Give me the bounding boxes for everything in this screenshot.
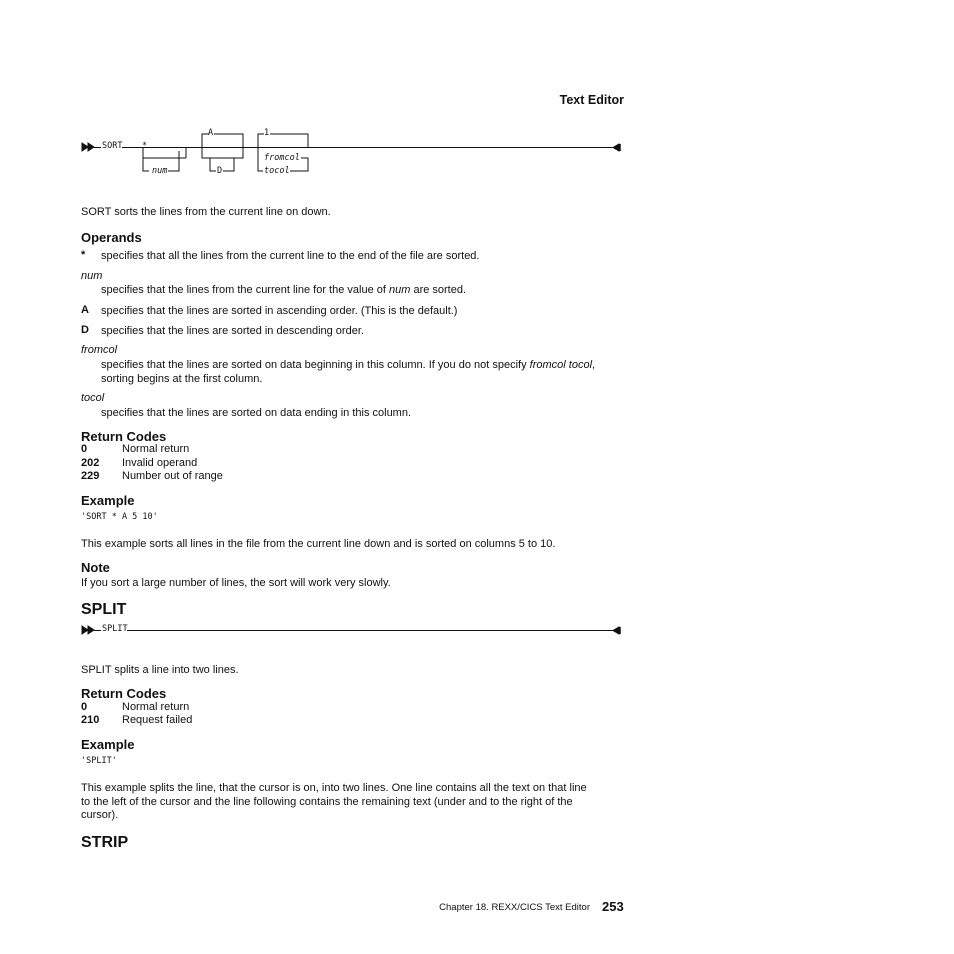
split-rc-code: 0	[81, 701, 88, 713]
sort-intro: SORT sorts the lines from the current line on down.	[81, 206, 331, 218]
sort-example-code: 'SORT * A 5 10'	[81, 512, 158, 522]
operand-a-term: A	[81, 304, 89, 316]
sort-rc-code: 0	[81, 443, 88, 455]
sort-rc-text: Number out of range	[122, 470, 223, 482]
split-intro: SPLIT splits a line into two lines.	[81, 664, 239, 676]
sort-note-heading: Note	[81, 560, 110, 575]
operands-heading: Operands	[81, 230, 142, 245]
split-example-text-line1: This example splits the line, that the cursor is on, into two lines. One line contains all the text on that line	[81, 782, 587, 794]
split-example-text-line2: to the left of the cursor and the line following contains the remaining text (under and to the right of the	[81, 796, 573, 808]
running-header: Text Editor	[559, 93, 624, 107]
sort-fromcol-option: fromcol	[264, 153, 300, 163]
sort-return-codes-heading: Return Codes	[81, 429, 167, 444]
sort-note-text: If you sort a large number of lines, the sort will work very slowly.	[81, 577, 391, 589]
split-end-arrow	[613, 627, 619, 634]
sort-tocol-option: tocol	[264, 166, 290, 176]
operand-d-term: D	[81, 324, 89, 336]
split-example-heading: Example	[81, 737, 135, 752]
operand-star-desc: specifies that all the lines from the current line to the end of the file are sorted.	[101, 250, 480, 262]
sort-star-option: *	[142, 141, 148, 151]
sort-rc-text: Normal return	[122, 443, 190, 455]
operand-num-desc: specifies that the lines from the current line for the value of num are sorted.	[101, 284, 467, 296]
split-rc-text: Normal return	[122, 701, 190, 713]
sort-rc-code: 229	[81, 470, 100, 482]
sort-example-text: This example sorts all lines in the file from the current line down and is sorted on columns 5 to 10.	[81, 538, 556, 550]
split-rc-text: Request failed	[122, 714, 193, 726]
sort-a-option: A	[208, 128, 214, 138]
split-start-arrow-2	[88, 626, 94, 634]
sort-num-option: num	[152, 166, 168, 176]
operand-fromcol-term: fromcol	[81, 344, 118, 356]
split-command-keyword: SPLIT	[102, 624, 128, 634]
sort-d-option: D	[217, 166, 223, 176]
split-heading: SPLIT	[81, 601, 127, 618]
operand-a-desc: specifies that the lines are sorted in ascending order. (This is the default.)	[101, 305, 458, 317]
split-example-code: 'SPLIT'	[81, 756, 117, 766]
operand-num-term: num	[81, 270, 103, 282]
page-number: 253	[602, 899, 624, 914]
split-start-arrow-1	[82, 626, 88, 634]
operand-star-term: *	[81, 249, 86, 261]
split-rc-code: 210	[81, 714, 100, 726]
split-return-codes-heading: Return Codes	[81, 686, 167, 701]
sort-default-one: 1	[264, 128, 270, 138]
sort-command-keyword: SORT	[102, 141, 123, 151]
strip-heading: STRIP	[81, 834, 129, 851]
operand-d-desc: specifies that the lines are sorted in descending order.	[101, 325, 364, 337]
operand-tocol-desc: specifies that the lines are sorted on data ending in this column.	[101, 407, 412, 419]
operand-fromcol-desc: specifies that the lines are sorted on data beginning in this column. If you do not specify fromcol tocol,	[101, 359, 596, 371]
operand-tocol-term: tocol	[81, 392, 105, 404]
footer-chapter: Chapter 18. REXX/CICS Text Editor	[439, 902, 590, 913]
sort-rc-code: 202	[81, 457, 100, 469]
sort-example-heading: Example	[81, 493, 135, 508]
operand-fromcol-desc-line2: sorting begins at the first column.	[101, 373, 263, 385]
sort-rc-text: Invalid operand	[122, 457, 198, 469]
split-example-text-line3: cursor).	[81, 809, 119, 821]
